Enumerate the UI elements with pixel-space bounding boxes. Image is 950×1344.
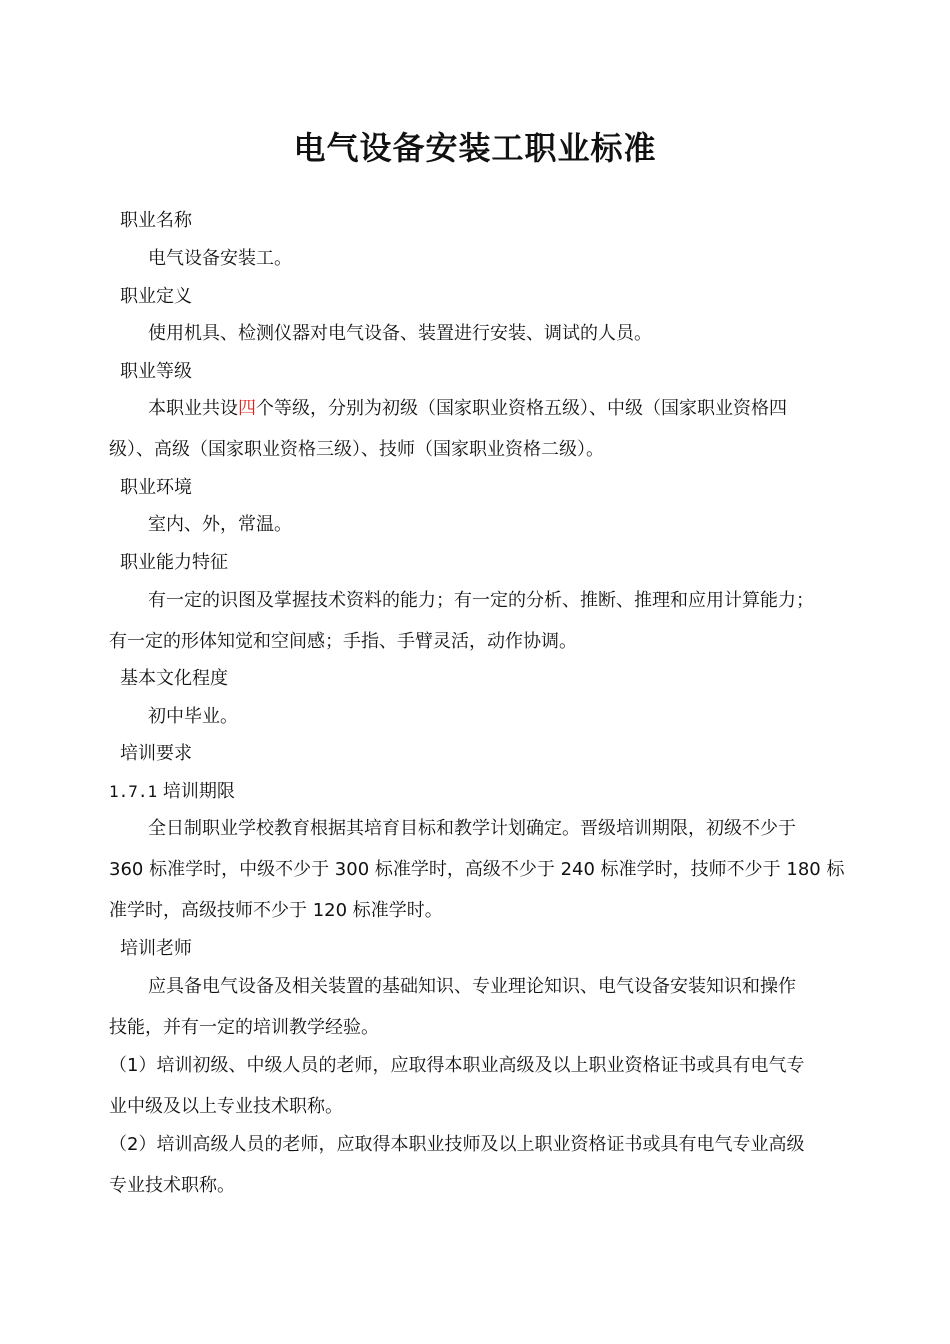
section-heading-occupation-definition: 职业定义 bbox=[120, 286, 192, 307]
training-teachers-line-1: 应具备电气设备及相关装置的基础知识、专业理论知识、电气设备安装知识和操作 bbox=[148, 976, 796, 997]
training-period-heading bbox=[109, 780, 235, 804]
training-period-number: 1.7.1 bbox=[109, 782, 158, 801]
levels-text-prefix: 本职业共设 bbox=[148, 398, 238, 419]
training-period-line-3: 准学时，高级技师不少于 120 标准学时。 bbox=[109, 900, 443, 921]
occupation-name-text: 电气设备安装工。 bbox=[148, 248, 292, 269]
training-period-title: 培训期限 bbox=[162, 781, 235, 802]
document-title: 电气设备安装工职业标准 bbox=[293, 129, 657, 167]
section-heading-training: 培训要求 bbox=[120, 743, 192, 764]
training-period-line-1: 全日制职业学校教育根据其培育目标和教学计划确定。晋级培训期限，初级不少于 bbox=[148, 818, 796, 839]
section-heading-training-teachers: 培训老师 bbox=[120, 938, 192, 959]
training-period-line-2: 360 标准学时，中级不少于 300 标准学时，高级不少于 240 标准学时，技师不少于 180 标 bbox=[109, 859, 845, 880]
occupation-definition-text: 使用机具、检测仪器对电气设备、装置进行安装、调试的人员。 bbox=[148, 323, 652, 344]
teacher-requirement-2-line-1: （2）培训高级人员的老师，应取得本职业技师及以上职业资格证书或具有电气专业高级 bbox=[109, 1134, 805, 1155]
section-heading-education: 基本文化程度 bbox=[120, 668, 228, 689]
work-environment-text: 室内、外，常温。 bbox=[148, 514, 292, 535]
teacher-requirement-1-line-2: 业中级及以上专业技术职称。 bbox=[109, 1096, 343, 1117]
levels-count-highlight: 四 bbox=[238, 398, 256, 419]
education-text: 初中毕业。 bbox=[148, 706, 238, 727]
section-heading-ability-traits: 职业能力特征 bbox=[120, 552, 228, 573]
training-teachers-line-2: 技能，并有一定的培训教学经验。 bbox=[109, 1017, 379, 1038]
section-heading-work-environment: 职业环境 bbox=[120, 477, 192, 498]
occupation-levels-line-1 bbox=[148, 397, 787, 421]
teacher-requirement-1-line-1: （1）培训初级、中级人员的老师，应取得本职业高级及以上职业资格证书或具有电气专 bbox=[109, 1055, 805, 1076]
teacher-requirement-2-line-2: 专业技术职称。 bbox=[109, 1175, 235, 1196]
section-heading-occupation-levels: 职业等级 bbox=[120, 361, 192, 382]
levels-text-suffix: 个等级，分别为初级（国家职业资格五级）、中级（国家职业资格四 bbox=[256, 398, 787, 419]
ability-traits-line-1: 有一定的识图及掌握技术资料的能力；有一定的分析、推断、推理和应用计算能力； bbox=[148, 590, 814, 611]
occupation-levels-line-2: 级）、高级（国家职业资格三级）、技师（国家职业资格二级）。 bbox=[109, 439, 604, 460]
section-heading-occupation-name: 职业名称 bbox=[120, 210, 192, 231]
ability-traits-line-2: 有一定的形体知觉和空间感；手指、手臂灵活，动作协调。 bbox=[109, 631, 577, 652]
